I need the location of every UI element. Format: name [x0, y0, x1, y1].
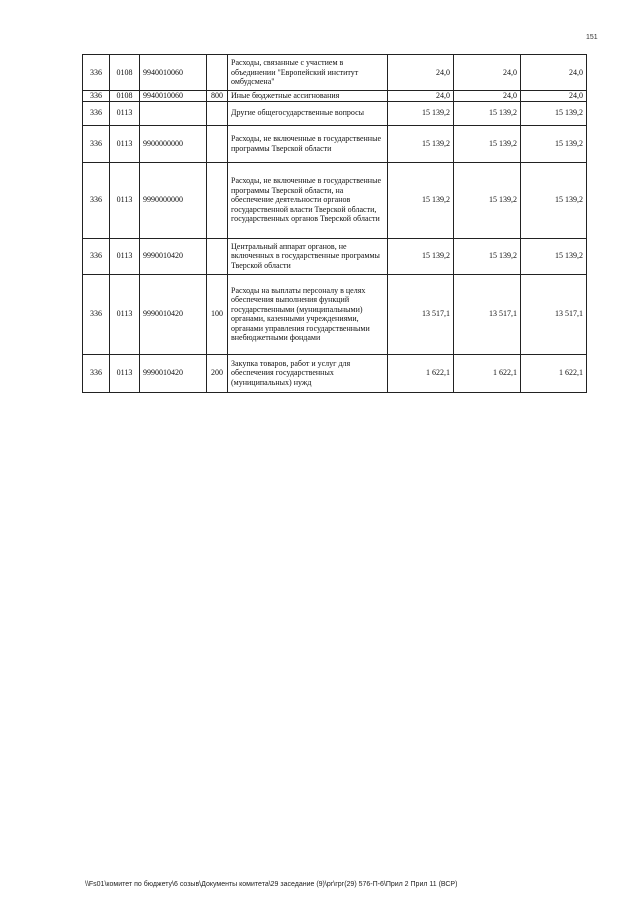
- expense-name: Иные бюджетные ассигнования: [228, 91, 388, 102]
- target-article-code: 9940010060: [140, 55, 207, 91]
- section-code: 0113: [110, 238, 140, 274]
- sum-1: 1 622,1: [388, 354, 454, 392]
- expense-type-code: [207, 238, 228, 274]
- expense-name: Центральный аппарат органов, не включенных в государственные программы Тверской области: [228, 238, 388, 274]
- ved-code: 336: [83, 101, 110, 125]
- target-article-code: [140, 101, 207, 125]
- footer-file-path: \\Fs01\комитет по бюджету\6 созыв\Документы комитета\29 заседание (9)\рг\грг(29) 576-П-6\Прил 2 Прил 11 (ВСР): [85, 881, 458, 888]
- expense-name: Другие общегосударственные вопросы: [228, 101, 388, 125]
- table-row: [83, 162, 587, 238]
- sum-2: 24,0: [454, 55, 521, 91]
- page-number: 151: [586, 34, 598, 41]
- sum-2: 15 139,2: [454, 238, 521, 274]
- target-article-code: 9990010420: [140, 354, 207, 392]
- section-code: 0113: [110, 162, 140, 238]
- sum-1: 24,0: [388, 55, 454, 91]
- section-code: 0113: [110, 354, 140, 392]
- table-row: [83, 238, 587, 274]
- table-row: [83, 101, 587, 125]
- sum-3: 24,0: [521, 91, 587, 102]
- expense-type-code: [207, 125, 228, 162]
- sum-1: 15 139,2: [388, 101, 454, 125]
- section-code: 0108: [110, 55, 140, 91]
- sum-3: 24,0: [521, 55, 587, 91]
- sum-3: 13 517,1: [521, 274, 587, 354]
- table-row: [83, 125, 587, 162]
- target-article-code: 9990010420: [140, 238, 207, 274]
- ved-code: 336: [83, 274, 110, 354]
- sum-3: 15 139,2: [521, 238, 587, 274]
- sum-3: 15 139,2: [521, 101, 587, 125]
- sum-1: 24,0: [388, 91, 454, 102]
- sum-1: 15 139,2: [388, 162, 454, 238]
- ved-code: 336: [83, 238, 110, 274]
- sum-2: 1 622,1: [454, 354, 521, 392]
- table-row: [83, 91, 587, 102]
- sum-2: 15 139,2: [454, 125, 521, 162]
- expense-name: Расходы на выплаты персоналу в целях обеспечения выполнения функций государственными (муниципальными) органами, казенными учреждениями, органами управления государственными внебюджетными фондами: [228, 274, 388, 354]
- expense-type-code: 200: [207, 354, 228, 392]
- sum-2: 13 517,1: [454, 274, 521, 354]
- expense-type-code: 800: [207, 91, 228, 102]
- expense-type-code: [207, 162, 228, 238]
- expense-name: Расходы, не включенные в государственные программы Тверской области, на обеспечение деятельности органов государственной власти Тверской области, государственных органов Тверской области: [228, 162, 388, 238]
- budget-table: [82, 54, 587, 393]
- target-article-code: 9990000000: [140, 162, 207, 238]
- target-article-code: 9940010060: [140, 91, 207, 102]
- expense-type-code: [207, 101, 228, 125]
- expense-type-code: 100: [207, 274, 228, 354]
- sum-3: 15 139,2: [521, 125, 587, 162]
- ved-code: 336: [83, 55, 110, 91]
- section-code: 0108: [110, 91, 140, 102]
- expense-name: Закупка товаров, работ и услуг для обеспечения государственных (муниципальных) нужд: [228, 354, 388, 392]
- section-code: 0113: [110, 274, 140, 354]
- table-row: [83, 55, 587, 91]
- ved-code: 336: [83, 125, 110, 162]
- sum-3: 15 139,2: [521, 162, 587, 238]
- target-article-code: 9990010420: [140, 274, 207, 354]
- sum-1: 13 517,1: [388, 274, 454, 354]
- ved-code: 336: [83, 354, 110, 392]
- sum-2: 24,0: [454, 91, 521, 102]
- section-code: 0113: [110, 125, 140, 162]
- sum-3: 1 622,1: [521, 354, 587, 392]
- expense-name: Расходы, не включенные в государственные программы Тверской области: [228, 125, 388, 162]
- sum-2: 15 139,2: [454, 162, 521, 238]
- table-row: [83, 274, 587, 354]
- section-code: 0113: [110, 101, 140, 125]
- table-row: [83, 354, 587, 392]
- sum-1: 15 139,2: [388, 238, 454, 274]
- sum-2: 15 139,2: [454, 101, 521, 125]
- ved-code: 336: [83, 91, 110, 102]
- expense-type-code: [207, 55, 228, 91]
- sum-1: 15 139,2: [388, 125, 454, 162]
- expense-name: Расходы, связанные с участием в объединении "Европейский институт омбудсмена": [228, 55, 388, 91]
- target-article-code: 9900000000: [140, 125, 207, 162]
- ved-code: 336: [83, 162, 110, 238]
